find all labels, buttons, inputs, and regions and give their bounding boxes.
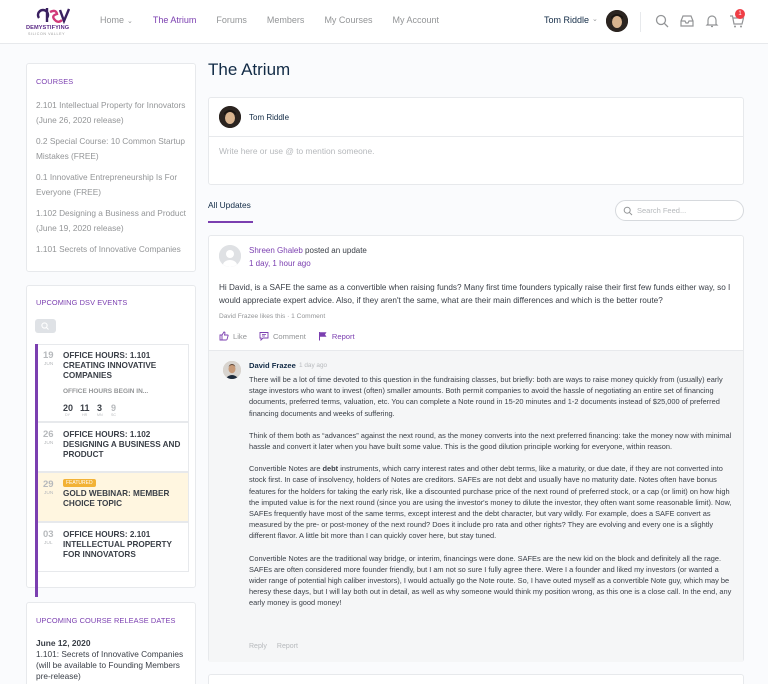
- event-item[interactable]: [38, 344, 189, 422]
- report-button[interactable]: [318, 331, 355, 341]
- courses-title: COURSES: [36, 77, 74, 86]
- nav-the-atrium[interactable]: The Atrium: [152, 15, 197, 25]
- nav-my-courses[interactable]: My Courses: [324, 15, 373, 25]
- event-item-featured[interactable]: [38, 472, 189, 522]
- event-month: JUN: [44, 491, 54, 496]
- header-divider: [640, 12, 641, 32]
- nav-home[interactable]: Home ⌄: [100, 15, 133, 25]
- comment-report-link[interactable]: Report: [276, 643, 298, 650]
- post-action-text: posted an update: [302, 246, 367, 255]
- feed-search-input[interactable]: [637, 204, 737, 217]
- composer-user-name: Tom Riddle: [249, 113, 290, 122]
- event-day: 29: [43, 479, 54, 490]
- release-dates-title: UPCOMING COURSE RELEASE DATES: [36, 616, 176, 625]
- activity-post: [208, 235, 744, 662]
- chevron-down-icon[interactable]: ⌄: [592, 16, 598, 23]
- tab-all-updates[interactable]: All Updates: [208, 200, 251, 210]
- nav-members[interactable]: Members: [266, 15, 305, 25]
- comment-body: [249, 374, 735, 620]
- release-text: 1.101: Secrets of Innovative Companies (will be available to Founding Members pre-release): [36, 649, 184, 681]
- events-title: UPCOMING DSV EVENTS: [36, 298, 128, 307]
- composer-divider: [209, 136, 743, 137]
- search-icon: [35, 319, 56, 333]
- comment-label: Comment: [272, 331, 306, 341]
- event-title: GOLD WEBINAR: MEMBER CHOICE TOPIC: [63, 489, 170, 508]
- comment-paragraph: There will be a lot of time devoted to this question in the fundraising classes, but briefly: both are ways to raise money quickly from (usually) early stage investors who want to invest (often) smaller amounts. Both permit companies to avoid the hassle of negotiating an entire set of financing documents, preferred terms, valuation, etc. You can complete a Note round in 15-20 minutes and 1-2 documents instead of $25,000 of preferred financing documents and weeks of suffering.: [249, 375, 723, 418]
- comment-button[interactable]: [259, 331, 306, 341]
- course-link[interactable]: 0.1 Innovative Entrepreneurship Is For Everyone (FREE): [36, 172, 178, 197]
- event-title: OFFICE HOURS: 2.101 INTELLECTUAL PROPERTY FOR INNOVATORS: [63, 530, 172, 559]
- comment-actions: [249, 643, 308, 650]
- event-month: JUN: [44, 362, 54, 367]
- like-label: Like: [233, 331, 247, 341]
- events-search-button[interactable]: [35, 319, 56, 333]
- event-day: 03: [43, 529, 54, 540]
- next-activity-card: [208, 674, 744, 684]
- event-title: OFFICE HOURS: 1.101 CREATING INNOVATIVE COMPANIES: [63, 351, 157, 380]
- event-month: JUN: [44, 441, 54, 446]
- avatar-image-icon: [219, 106, 241, 128]
- comment-author-name[interactable]: David Frazee: [249, 361, 296, 370]
- user-avatar[interactable]: [606, 10, 628, 32]
- countdown-hours-label: HR: [82, 413, 88, 417]
- search-icon: [623, 206, 633, 216]
- comment-icon: [259, 331, 269, 341]
- comment-paragraph: Convertible Notes are debt instruments, which carry interest rates and other debt terms, like a maturity, or due date, if they are not converted into stock first. In case of insolvency, holders of Notes are creditors. SAFEs are not debt and usually have no maturity date. Notes often have bonus features for the holders for taking the early risk, like a discounted purchase price of the next round of preferred stock, or a cap (or limit) on how high the imputed value is for the next round (since you are using the investor's money to dilute the investor, they often want some reasonable limit). Now, SAFEs frequently have most of the same terms, except interest and the debt character, but vary wildly. For example, does a SAFE convert as measured by the pre- or post-money of the next round? Does it include pro rata and other rights? They are evolving and every one is a slightly different flavor. A little bit more than I can quickly cover here, but stay tuned.: [249, 464, 732, 541]
- countdown-hours: 11: [80, 403, 90, 413]
- avatar-image-icon: [223, 361, 241, 379]
- main-nav: [100, 15, 459, 25]
- event-day: 26: [43, 429, 54, 440]
- thumbs-up-icon: [219, 331, 229, 341]
- logo-subtext: SILICON VALLEY: [28, 32, 66, 36]
- comment-author-avatar[interactable]: [223, 361, 241, 379]
- composer-avatar: [219, 106, 241, 128]
- nav-forums[interactable]: Forums: [216, 15, 247, 25]
- countdown-minutes: 3: [97, 403, 103, 413]
- courses-widget: [26, 63, 196, 272]
- page-title: The Atrium: [208, 60, 291, 79]
- comment: [209, 350, 743, 662]
- event-item[interactable]: [38, 422, 189, 472]
- countdown-seconds: 9: [111, 403, 117, 413]
- tab-active-indicator: [208, 221, 253, 223]
- inbox-icon[interactable]: [679, 13, 695, 29]
- post-body: Hi David, is a SAFE the same as a convertible when raising funds? Many first time founders typically raise their first few funds either way, so I would appreciate expert advice. Also, if they aren't the same, what are their main differences and which is the better route?: [219, 283, 731, 305]
- countdown-days: 20: [63, 403, 74, 413]
- post-timestamp[interactable]: 1 day, 1 hour ago: [249, 259, 311, 268]
- cart-count-badge: 1: [735, 9, 745, 19]
- logo-text: DEMYSTIFYING: [26, 25, 70, 31]
- featured-badge: FEATURED: [63, 479, 96, 487]
- flag-icon: [318, 331, 328, 341]
- course-link[interactable]: 0.2 Special Course: 10 Common Startup Mistakes (FREE): [36, 136, 185, 161]
- release-date: June 12, 2020: [36, 638, 91, 648]
- site-header: [0, 0, 768, 44]
- event-day: 19: [43, 350, 54, 361]
- report-label: Report: [331, 331, 355, 341]
- comment-paragraph: Think of them both as “advances” against the next round, as the money converts into the next preferred financing: take the money now with minimal hassle and convert it later when you have built some value. This is the good dilution principle working for everyone, within reason.: [249, 430, 732, 452]
- default-avatar-icon: [219, 245, 241, 267]
- bell-icon[interactable]: [704, 13, 720, 29]
- avatar-image-icon: [606, 10, 628, 32]
- countdown-days-label: DY: [65, 413, 70, 417]
- release-dates-widget: [26, 602, 196, 684]
- post-author-name[interactable]: Shreen Ghaleb: [249, 246, 303, 255]
- post-author-avatar[interactable]: [219, 245, 241, 267]
- comment-paragraph: Convertible Notes are the traditional way bridge, or interim, financings were done. SAFEs are the new kid on the block and definitely all the rage. SAFEs are often considered more founder friendly, but I am not so sure I fully agree there. Were I a founder and liked my investors (or wanted a wider range of potential high caliber investors), I would actually go the Note route. So, I have outed myself as a convertible Note guy, which may be heresy these days, but I will lay both out in detail, as well as why someone would think my position wrong, as this one is a close call. In the end, any early money is good money!: [249, 553, 732, 608]
- user-menu-name[interactable]: Tom Riddle: [544, 15, 590, 25]
- logo[interactable]: [26, 6, 78, 38]
- feed-search: [615, 200, 744, 221]
- course-link[interactable]: 1.102 Designing a Business and Product (June 19, 2020 release): [36, 208, 186, 233]
- chevron-down-icon: ⌄: [127, 18, 133, 25]
- events-list: [35, 344, 187, 597]
- post-likes-summary[interactable]: David Frazee likes this · 1 Comment: [219, 313, 326, 320]
- event-month: JUL: [44, 541, 53, 546]
- composer-input[interactable]: Write here or use @ to mention someone.: [219, 146, 375, 156]
- search-icon[interactable]: [654, 13, 670, 29]
- countdown-minutes-label: MN: [97, 413, 103, 417]
- reply-link[interactable]: Reply: [249, 643, 267, 650]
- event-countdown-label: OFFICE HOURS BEGIN IN...: [63, 388, 149, 395]
- post-author-line: [249, 246, 367, 255]
- post-actions: [219, 331, 367, 341]
- post-composer[interactable]: [208, 97, 744, 185]
- comment-timestamp: 1 day ago: [299, 362, 328, 369]
- like-button[interactable]: [219, 331, 247, 341]
- countdown-seconds-label: SC: [111, 413, 116, 417]
- event-title: OFFICE HOURS: 1.102 DESIGNING A BUSINESS AND PRODUCT: [63, 430, 181, 459]
- course-link[interactable]: 2.101 Intellectual Property for Innovators (June 26, 2020 release): [36, 100, 186, 125]
- nav-my-account[interactable]: My Account: [392, 15, 439, 25]
- dsv-logo-icon: [36, 6, 70, 24]
- course-link[interactable]: 1.101 Secrets of Innovative Companies: [36, 244, 181, 254]
- event-item[interactable]: [38, 522, 189, 572]
